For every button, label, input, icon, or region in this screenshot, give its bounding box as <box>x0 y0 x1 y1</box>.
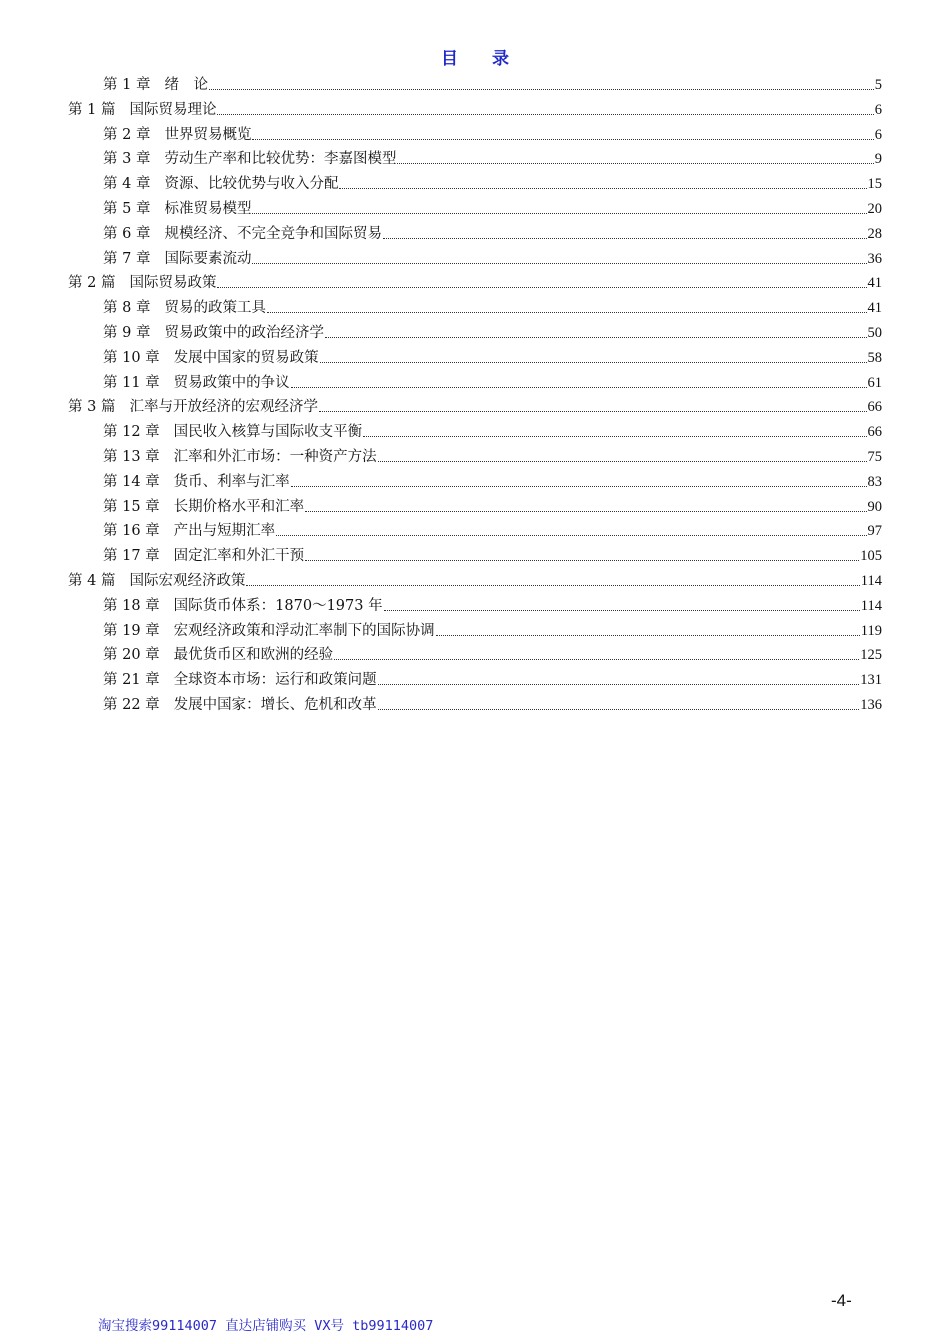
toc-entry-number: 第 18 章 <box>103 597 160 614</box>
toc-entry-title: 世界贸易概览 <box>164 126 252 143</box>
toc-entry-page: 136 <box>860 697 882 713</box>
toc-chapter-entry[interactable] <box>103 343 882 367</box>
toc-entry-page: 97 <box>867 523 882 540</box>
dot-leader <box>267 312 867 313</box>
toc-entry-title: 国际货币体系：1870～1973 年 <box>173 597 383 614</box>
toc-entry-title: 汇率与开放经济的宏观经济学 <box>129 399 318 416</box>
toc-entry-number: 第 6 章 <box>103 225 151 242</box>
toc-entry-number: 第 21 章 <box>103 672 160 689</box>
toc-entry-number: 第 9 章 <box>103 325 151 341</box>
toc-entry-page: 5 <box>874 77 882 93</box>
toc-entry-title: 全球资本市场：运行和政策问题 <box>173 672 377 689</box>
toc-entry-title: 国际要素流动 <box>164 250 252 267</box>
toc-chapter-entry[interactable] <box>103 640 882 664</box>
toc-entry-title: 货币、利率与汇率 <box>173 473 290 490</box>
toc-entry-number: 第 17 章 <box>103 548 160 565</box>
toc-chapter-entry[interactable] <box>103 616 882 640</box>
dot-leader <box>384 610 860 611</box>
toc-chapter-entry[interactable] <box>103 244 882 268</box>
dot-leader <box>217 114 873 115</box>
toc-entry-page: 58 <box>867 349 882 366</box>
toc-entry-number: 第 11 章 <box>103 374 160 391</box>
toc-entry-page: 131 <box>860 672 882 689</box>
toc-entry-number: 第 16 章 <box>103 523 160 540</box>
dot-leader <box>325 337 867 338</box>
toc-entry-page: 20 <box>867 201 882 217</box>
toc-entry-page: 119 <box>860 622 882 639</box>
toc-entry-page: 75 <box>867 449 882 465</box>
dot-leader <box>334 659 859 660</box>
toc-entry-title: 国际贸易政策 <box>129 275 217 292</box>
toc-entry-title: 最优货币区和欧洲的经验 <box>173 647 334 664</box>
dot-leader <box>339 188 866 189</box>
dot-leader <box>246 585 859 586</box>
toc-entry-title: 固定汇率和外汇干预 <box>173 548 305 565</box>
toc-entry-page: 61 <box>867 374 882 391</box>
toc-entry-title: 标准贸易模型 <box>164 201 252 217</box>
toc-part-entry[interactable] <box>68 566 882 590</box>
toc-chapter-entry[interactable] <box>103 144 882 168</box>
toc-chapter-entry[interactable] <box>103 219 882 243</box>
toc-entry-number: 第 12 章 <box>103 424 160 441</box>
footer-note: 淘宝搜索99114007 直达店铺购买 VX号 tb99114007 <box>98 1318 434 1334</box>
toc-entry-title: 国际贸易理论 <box>129 101 217 118</box>
toc-chapter-entry[interactable] <box>103 318 882 342</box>
toc-part-entry[interactable] <box>68 95 882 119</box>
toc-entry-page: 6 <box>874 126 882 143</box>
toc-entry-title: 产出与短期汇率 <box>173 523 276 540</box>
dot-leader <box>378 684 860 685</box>
toc-entry-page: 90 <box>867 498 882 515</box>
toc-entry-page: 83 <box>867 473 882 490</box>
toc-entry-page: 41 <box>867 275 882 292</box>
toc-entry-number: 第 2 章 <box>103 126 151 143</box>
toc-chapter-entry[interactable] <box>103 665 882 689</box>
toc-entry-number: 第 14 章 <box>103 473 160 490</box>
toc-chapter-entry[interactable] <box>103 516 882 540</box>
dot-leader <box>252 139 873 140</box>
toc-entry-title: 发展中国家：增长、危机和改革 <box>173 697 377 713</box>
dot-leader <box>217 287 866 288</box>
toc-entry-number: 第 7 章 <box>103 250 151 267</box>
dot-leader <box>383 238 867 239</box>
toc-part-entry[interactable] <box>68 392 882 416</box>
toc-entry-page: 105 <box>860 548 882 565</box>
toc-title: 目 录 <box>441 49 523 69</box>
toc-entry-number: 第 3 篇 <box>68 399 116 416</box>
dot-leader <box>291 486 867 487</box>
toc-entry-title: 发展中国家的贸易政策 <box>173 349 319 366</box>
toc-entry-number: 第 3 章 <box>103 151 151 168</box>
toc-chapter-entry[interactable] <box>103 417 882 441</box>
dot-leader <box>378 461 867 462</box>
dot-leader <box>363 436 866 437</box>
toc-entry-title: 贸易的政策工具 <box>164 300 266 317</box>
toc-chapter-entry[interactable] <box>103 368 882 392</box>
toc-entry-page: 36 <box>867 250 882 267</box>
toc-entry-number: 第 15 章 <box>103 498 160 515</box>
toc-entry-title: 贸易政策中的争议 <box>173 374 290 391</box>
toc-entry-title: 国际宏观经济政策 <box>129 573 246 589</box>
toc-entry-title: 国民收入核算与国际收支平衡 <box>173 424 363 441</box>
toc-chapter-entry[interactable] <box>103 690 882 714</box>
toc-entry-page: 41 <box>867 300 882 317</box>
toc-entry-number: 第 22 章 <box>103 697 160 713</box>
toc-entry-number: 第 10 章 <box>103 349 160 366</box>
toc-entry-number: 第 1 篇 <box>68 101 116 118</box>
dot-leader <box>436 635 860 636</box>
toc-entry-page: 125 <box>860 647 882 664</box>
toc-entry-page: 28 <box>867 225 882 242</box>
toc-entry-page: 15 <box>867 176 882 193</box>
toc-entry-page: 114 <box>860 573 882 589</box>
dot-leader <box>291 387 867 388</box>
dot-leader <box>397 163 873 164</box>
dot-leader <box>320 362 867 363</box>
toc-chapter-entry[interactable] <box>103 120 882 144</box>
dot-leader <box>305 511 866 512</box>
toc-part-entry[interactable] <box>68 268 882 292</box>
toc-chapter-entry[interactable] <box>103 293 882 317</box>
dot-leader <box>252 213 866 214</box>
toc-entry-number: 第 19 章 <box>103 622 160 639</box>
toc-entry-title: 长期价格水平和汇率 <box>173 498 305 515</box>
toc-entry-title: 规模经济、不完全竞争和国际贸易 <box>164 225 382 242</box>
toc-entry-title: 绪 论 <box>164 77 208 93</box>
toc-entry-title: 资源、比较优势与收入分配 <box>164 176 339 193</box>
toc-entry-page: 50 <box>867 325 882 341</box>
toc-entry-number: 第 2 篇 <box>68 275 116 292</box>
toc-entry-page: 114 <box>860 597 882 614</box>
dot-leader <box>319 411 867 412</box>
toc-chapter-entry[interactable] <box>103 467 882 491</box>
dot-leader <box>276 535 866 536</box>
toc-entry-page: 66 <box>867 399 882 416</box>
toc-entry-page: 9 <box>874 151 882 168</box>
toc-entry-number: 第 20 章 <box>103 647 160 664</box>
toc-entry-number: 第 8 章 <box>103 300 151 317</box>
toc-entry-page: 66 <box>867 424 882 441</box>
toc-entry-number: 第 13 章 <box>103 449 160 465</box>
toc-entry-title: 宏观经济政策和浮动汇率制下的国际协调 <box>173 622 435 639</box>
toc-entry-title: 劳动生产率和比较优势：李嘉图模型 <box>164 151 397 168</box>
toc-chapter-entry[interactable] <box>103 591 882 615</box>
toc-chapter-entry[interactable] <box>103 492 882 516</box>
toc-chapter-entry[interactable] <box>103 169 882 193</box>
toc-chapter-entry[interactable] <box>103 442 882 466</box>
toc-entry-number: 第 4 篇 <box>68 573 116 589</box>
dot-leader <box>209 89 874 90</box>
toc-chapter-entry[interactable] <box>103 194 882 218</box>
toc-entry-page: 6 <box>874 101 882 118</box>
toc-entry-number: 第 5 章 <box>103 201 151 217</box>
toc-entry-number: 第 1 章 <box>103 77 151 93</box>
toc-entry-number: 第 4 章 <box>103 176 151 193</box>
dot-leader <box>305 560 859 561</box>
toc-entry-title: 贸易政策中的政治经济学 <box>164 325 324 341</box>
page-number: -4- <box>831 1291 852 1310</box>
toc-chapter-entry[interactable] <box>103 541 882 565</box>
dot-leader <box>378 709 860 710</box>
toc-entry-title: 汇率和外汇市场：一种资产方法 <box>173 449 377 465</box>
dot-leader <box>252 263 866 264</box>
toc-chapter-entry[interactable] <box>103 70 882 94</box>
